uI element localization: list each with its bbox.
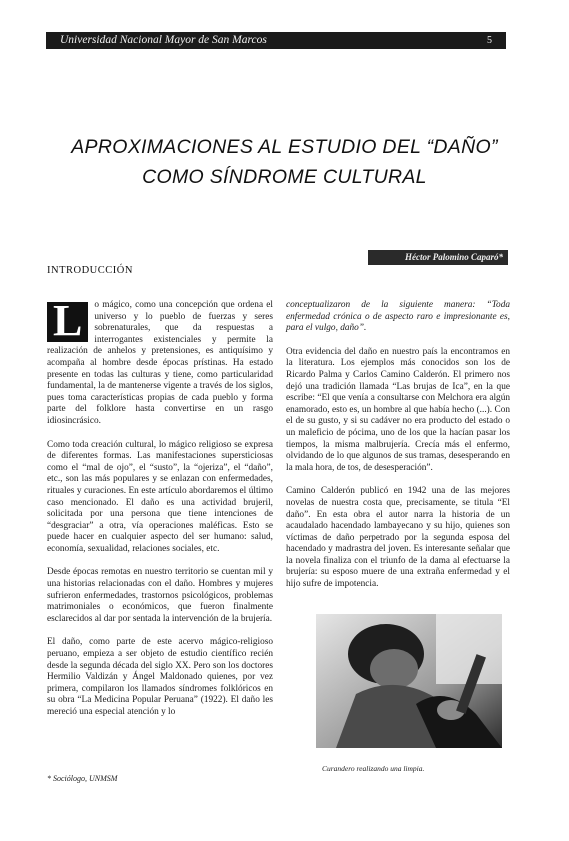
institution-name: Universidad Nacional Mayor de San Marcos [60, 34, 267, 46]
section-heading: INTRODUCCIÓN [47, 265, 133, 276]
paragraph-text: o mágico, como una concepción que ordena el universo y lo pueblo de fuerzas y seres sobrenaturales, que da respuestas a interrogantes existenciales y permite la realización de anhelos y pretensiones, es antiquísimo y acompaña al hombre desde épocas prístinas. Ha estado presente en todas las culturas y tiene, como particularidad fundamental, la de mantenerse vigente a través de los siglos, pues toma características propias de cada pueblo y forma parte del folklore hasta convertirse en un rasgo idiosincrásico. [47, 300, 273, 426]
left-column [47, 296, 273, 731]
paragraph: conceptualizaron de la siguiente manera: “Toda enfermedad crónica o de aspecto raro e impresionante es, para el vulgo, daño”. [286, 300, 510, 334]
paragraph: Otra evidencia del daño en nuestro país la encontramos en la literatura. Los ejemplos más conocidos son los de Ricardo Palma y Carlos Camino Calderón. El primero nos dejó una tradición llamada “Las brujas de Ica”, en la que escribe: “El que venía a consultarse con Melchora era algún enamorado, esto es, un hombre al que había hecho (...). Con el de su gusto, y si su cadáver no era producto del estado o un maleficio de pócima, uno de los que la hacían pasar los tiempos, la misma malbrujería. Crecía más el enfermo, olvidando de lo que algunos de sus tramas, desesperando en la mala hora, de tos, de desesperación”. [286, 346, 510, 473]
footnote: * Sociólogo, UNMSM [47, 774, 118, 783]
paragraph: Como toda creación cultural, lo mágico religioso se expresa de diferentes formas. Las manifestaciones supersticiosas como el “mal de ojo”, el “susto”, la “ojeriza”, el “daño”, etc., son las más populares y se enlazan con enfermedades, rituales y curaciones. En este artículo abordaremos el último caso mencionado. El daño es una actividad brujeril, solicitada por una persona que tiene intenciones de “desgraciar” a otra, vía operaciones maléficas. Esto se puede hacer en cualquier aspecto del ser humano: salud, economía, sexualidad, relaciones sociales, etc. [47, 439, 273, 554]
drop-cap: L [47, 302, 88, 342]
ritual-photo [316, 614, 502, 748]
article-title-line-1: APROXIMACIONES AL ESTUDIO DEL “DAÑO” [71, 136, 498, 158]
paragraph: Camino Calderón publicó en 1942 una de las mejores novelas de nuestra costa que, precisamente, se titula “El daño”. En esta obra el autor narra la historia de un acaudalado hacendado lambayecano y su hijo, quienes son víctimas de daño perpetrado por la segunda esposa del hacendado y madrastra del joven. Es interesante señalar que la novela finaliza con el triunfo de la dama al efectuarse la brujería: su esposo muere de una extraña enfermedad y el hijo sufre de impotencia. [286, 486, 510, 590]
photo-caption: Curandero realizando una limpia. [322, 764, 425, 773]
page-number: 5 [487, 35, 492, 46]
paragraph-intro [47, 296, 273, 428]
paragraph: Desde épocas remotas en nuestro territorio se cuentan mil y una historias relacionadas con el daño. Hombres y mujeres sufrieron enfermedades, trastornos psicológicos, problemas matrimoniales o económicos, que fueron finalmente esclarecidos al dar por sentada la intervención de la brujería. [47, 567, 273, 624]
author-byline: Héctor Palomino Caparó* [368, 250, 508, 265]
paragraph: El daño, como parte de este acervo mágico-religioso peruano, empieza a ser objeto de estudio científico recién desde la segunda década del siglo XX. Pero son los doctores Hermilio Valdizán y Ángel Maldonado quienes, por vez primera, compilaron los llamados síndromes folklóricos en su obra “La Medicina Popular Peruana” (1922). El daño les mereció una especial atención y lo [47, 637, 273, 717]
right-column [286, 300, 510, 603]
photo-illustration [316, 614, 502, 748]
running-header [46, 32, 506, 49]
article-title-line-2: COMO SÍNDROME CULTURAL [142, 166, 427, 188]
